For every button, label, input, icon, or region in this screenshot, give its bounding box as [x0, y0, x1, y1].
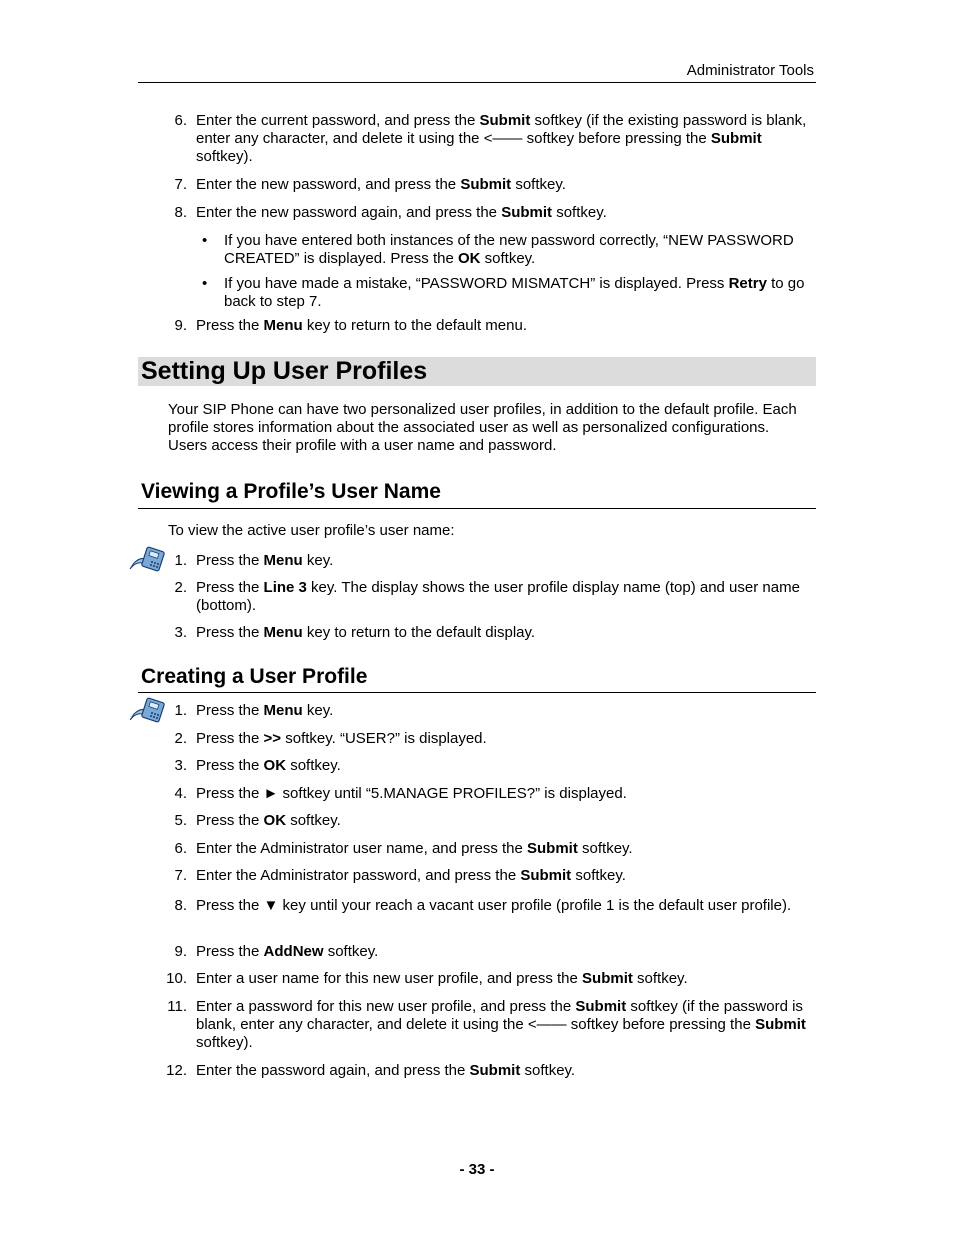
text-run: softkey. — [511, 176, 566, 193]
text-run: softkey. — [480, 250, 536, 267]
text-run: key. The display shows the user profile display name (top) and user name (bottom). — [196, 579, 800, 614]
text-run: Press the — [196, 757, 264, 774]
bold-term: Menu — [263, 702, 303, 719]
bold-term: Retry — [728, 275, 767, 292]
text-run: softkey. — [632, 970, 688, 987]
bold-term: AddNew — [263, 943, 324, 960]
step-number: 6. — [174, 112, 187, 129]
text-run: softkey. — [552, 204, 607, 221]
step-text — [196, 840, 816, 858]
step-number: 1. — [174, 552, 187, 569]
step-text — [196, 970, 816, 988]
step-text — [196, 998, 816, 1052]
step-number: 6. — [174, 840, 187, 857]
bullet-text — [224, 275, 816, 311]
text-run: softkey (if the existing password is blank, enter any character, and delete it using the <—— softkey before pressing the — [196, 112, 807, 147]
step-text — [196, 112, 816, 166]
step-text — [196, 812, 816, 830]
step-text — [196, 552, 816, 570]
subsection-title-creating: Creating a User Profile — [141, 665, 368, 688]
step-text — [196, 702, 816, 720]
running-header: Administrator Tools — [686, 62, 814, 79]
step-number: 3. — [174, 757, 187, 774]
bold-term: Submit — [469, 1062, 521, 1079]
bold-term: Submit — [479, 112, 531, 129]
bold-term: Menu — [263, 317, 303, 334]
bold-term: Line 3 — [263, 579, 307, 596]
step-number: 3. — [174, 624, 187, 641]
section-intro: Your SIP Phone can have two personalized user profiles, in addition to the default profile. Each profile stores information about the associated user as well as personalized configurations. Users access their profile with a user name and password. — [168, 401, 797, 454]
bold-term: Submit — [755, 1016, 806, 1033]
subsection-rule — [138, 692, 816, 693]
text-run: softkey. — [286, 812, 341, 829]
step-number: 9. — [174, 317, 187, 334]
text-run: softkey. — [286, 757, 341, 774]
bold-term: OK — [263, 812, 287, 829]
step-number: 8. — [174, 204, 187, 221]
step-number: 11. — [167, 998, 187, 1015]
step-number: 1. — [174, 702, 187, 719]
text-run: Enter the Administrator user name, and press the — [196, 840, 528, 857]
bold-term: Submit — [575, 998, 627, 1015]
step-text — [196, 624, 816, 642]
step-number: 4. — [174, 785, 187, 802]
text-run: Enter a password for this new user profile, and press the — [196, 998, 576, 1015]
text-run: Press the — [196, 317, 264, 334]
step-text — [196, 730, 816, 748]
subsection-rule — [138, 508, 816, 509]
text-run: Press the — [196, 785, 264, 802]
bold-term: Submit — [527, 840, 578, 857]
text-run: Enter the password again, and press the — [196, 1062, 470, 1079]
bold-term: Submit — [501, 204, 553, 221]
text-run: key to return to the default menu. — [302, 317, 527, 334]
text-run: to go back to step 7. — [224, 275, 805, 310]
step-number: 9. — [174, 943, 187, 960]
section-title: Setting Up User Profiles — [141, 357, 428, 385]
text-run: softkey. — [323, 943, 379, 960]
text-run: key to return to the default display. — [302, 624, 536, 641]
text-run: key until your reach a vacant user profile (profile 1 is the default user profile). — [278, 897, 792, 914]
text-run: Press the — [196, 730, 264, 747]
step-number: 5. — [174, 812, 187, 829]
text-run: Press the — [196, 897, 264, 914]
bold-term: Menu — [263, 624, 303, 641]
text-run: Press the — [196, 943, 264, 960]
text-run: Enter a user name for this new user profile, and press the — [196, 970, 583, 987]
text-run: If you have made a mistake, “PASSWORD MISMATCH” is displayed. Press — [224, 275, 729, 292]
step-number: 7. — [174, 867, 187, 884]
bold-term: ▼ — [263, 897, 279, 914]
bold-term: Submit — [520, 867, 572, 884]
header-rule — [138, 82, 816, 83]
text-run: softkey (if the password is blank, enter any character, and delete it using the <—— softkey before pressing the — [196, 998, 803, 1033]
text-run: Press the — [196, 624, 264, 641]
text-run: softkey. — [577, 840, 633, 857]
step-number: 10. — [166, 970, 187, 987]
text-run: softkey). — [196, 148, 253, 165]
step-text — [196, 943, 816, 961]
text-run: key. — [302, 702, 334, 719]
step-text — [196, 1062, 816, 1080]
bold-term: Submit — [710, 130, 762, 147]
page-number: - 33 - — [459, 1161, 495, 1178]
bold-term: Submit — [582, 970, 633, 987]
text-run: softkey). — [196, 1034, 253, 1051]
step-text — [196, 897, 816, 915]
text-run: Enter the Administrator password, and press the — [196, 867, 521, 884]
bold-term: ► — [263, 785, 279, 802]
step-text — [196, 757, 816, 775]
step-number: 2. — [174, 579, 187, 596]
bold-term: >> — [263, 730, 282, 747]
bold-term: Submit — [460, 176, 512, 193]
text-run: softkey. — [520, 1062, 576, 1079]
text-run: softkey until “5.MANAGE PROFILES?” is displayed. — [278, 785, 627, 802]
text-run: softkey. “USER?” is displayed. — [281, 730, 487, 747]
step-text — [196, 317, 816, 335]
step-text — [196, 204, 816, 222]
bullet-icon: • — [202, 275, 208, 292]
bold-term: OK — [457, 250, 481, 267]
step-number: 7. — [174, 176, 187, 193]
viewing-intro: To view the active user profile’s user name: — [168, 522, 455, 539]
step-number: 2. — [174, 730, 187, 747]
bullet-icon: • — [202, 232, 208, 249]
text-run: Enter the new password again, and press the — [196, 204, 502, 221]
text-run: softkey. — [571, 867, 626, 884]
subsection-title-viewing: Viewing a Profile’s User Name — [141, 480, 441, 503]
text-run: Press the — [196, 552, 264, 569]
step-number: 8. — [174, 897, 187, 914]
bold-term: OK — [263, 757, 287, 774]
text-run: Press the — [196, 812, 264, 829]
step-text — [196, 176, 816, 194]
text-run: Press the — [196, 702, 264, 719]
text-run: Enter the new password, and press the — [196, 176, 461, 193]
bold-term: Menu — [263, 552, 303, 569]
step-text — [196, 579, 816, 615]
text-run: Press the — [196, 579, 264, 596]
bullet-text — [224, 232, 816, 268]
step-text — [196, 785, 816, 803]
step-number: 12. — [166, 1062, 187, 1079]
text-run: key. — [302, 552, 334, 569]
text-run: Enter the current password, and press the — [196, 112, 480, 129]
text-run: If you have entered both instances of the new password correctly, “NEW PASSWORD CREATED” is displayed. Press the — [224, 232, 794, 267]
step-text — [196, 867, 816, 885]
